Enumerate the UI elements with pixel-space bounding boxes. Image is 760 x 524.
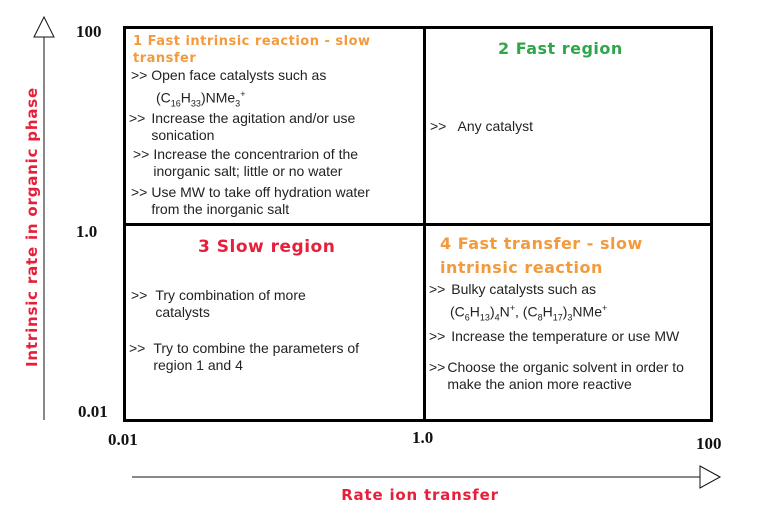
y-tick-001: 0.01 [78, 402, 108, 421]
bullet: >> [430, 118, 447, 134]
horizontal-divider [123, 223, 713, 226]
q1-title: 1 Fast intrinsic reaction - slow transfer [133, 34, 371, 66]
q1-item-3-text: Increase the concentrarion of the inorganic salt; little or no water [153, 146, 359, 179]
q4-item-2 [429, 328, 709, 345]
q4-item-1 [429, 281, 709, 298]
bullet: >> [131, 184, 148, 200]
q2-item-1 [430, 118, 533, 135]
y-axis-label: Intrinsic rate in organic phase [23, 87, 41, 367]
q1-item-2 [129, 110, 399, 144]
q4-title: 4 Fast transfer - slow intrinsic reaction [440, 234, 643, 277]
q4-item-3 [429, 359, 713, 393]
q1-formula: $(C_{16}H_{33})NMe_3^+$ [156, 89, 246, 109]
y-tick-1: 1.0 [76, 222, 98, 241]
q1-item-3 [133, 146, 413, 180]
bullet: >> [429, 281, 446, 297]
q1-item-1 [131, 67, 416, 84]
x-axis-label: Rate ion transfer [341, 486, 499, 504]
bullet: >> [129, 110, 146, 126]
q1-item-2-text: Increase the agitation and/or use sonication [151, 110, 356, 143]
q4-item-2-text: Increase the temperature or use MW [451, 328, 680, 344]
q4-formula: $(C_6H_{13})_4N^+$, $(C_8H_{17})_3NMe^+$ [450, 303, 608, 323]
bullet: >> [131, 67, 148, 83]
bullet: >> [131, 287, 148, 303]
q4-item-1-text: Bulky catalysts such as [451, 281, 596, 297]
x-tick-100: 100 [696, 434, 722, 453]
bullet: >> [429, 359, 446, 375]
q2-item-1-text: Any catalyst [457, 118, 533, 134]
x-tick-001: 0.01 [108, 430, 138, 449]
q3-item-1-text: Try combination of more catalysts [155, 287, 306, 320]
q3-item-2 [129, 340, 409, 374]
q4-item-3-text: Choose the organic solvent in order to make the anion more reactive [447, 359, 684, 392]
bullet: >> [429, 328, 446, 344]
q1-item-4 [131, 184, 411, 218]
q1-item-4-text: Use MW to take off hydration water from the inorganic salt [151, 184, 370, 217]
q2-title: 2 Fast region [498, 39, 623, 58]
q3-item-2-text: Try to combine the parameters of region 1 and 4 [153, 340, 360, 373]
q3-item-1 [131, 287, 391, 321]
x-tick-1: 1.0 [412, 428, 434, 447]
y-tick-100: 100 [76, 22, 102, 41]
bullet: >> [129, 340, 146, 356]
bullet: >> [133, 146, 150, 162]
q3-title: 3 Slow region [198, 237, 336, 257]
q1-item-1-text: Open face catalysts such as [151, 67, 327, 83]
